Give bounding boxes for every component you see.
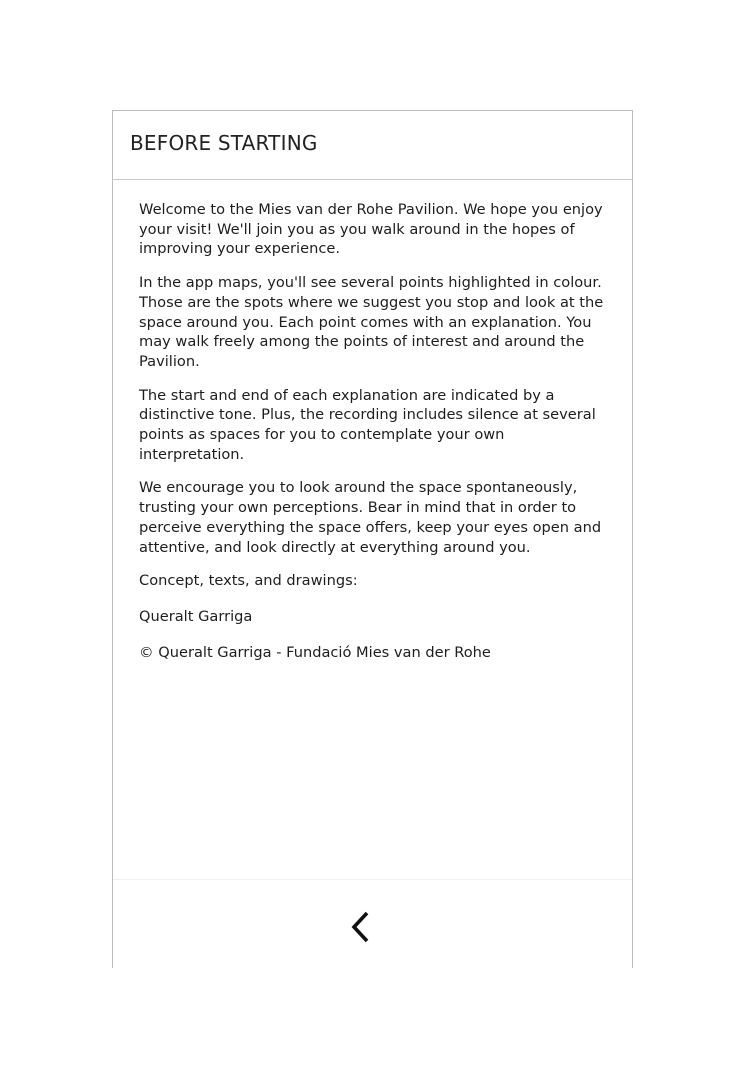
paragraph-maps: In the app maps, you'll see several points highlighted in colour. Those are the spots where we suggest you stop and look at the space around you. Each point comes with an explanation. You may walk freely among the points of interest and around the Pavilion. (139, 274, 604, 370)
paragraph-tones: The start and end of each explanation are indicated by a distinctive tone. Plus, the recording includes silence at several points as spaces for you to contemplate your own interpretation. (139, 386, 596, 463)
copyright-text: © Queralt Garriga - Fundació Mies van der Rohe (139, 643, 491, 661)
chevron-left-icon (349, 910, 375, 944)
footer-nav (113, 879, 632, 969)
credits-label: Concept, texts, and drawings: (139, 572, 358, 590)
intro-content (139, 200, 614, 678)
back-button[interactable] (349, 910, 375, 944)
paragraph-encourage: We encourage you to look around the space spontaneously, trusting your own perceptions. Bear in mind that in order to perceive everything the space offers, keep your eyes open and attentive, and look directly at everything around you. (139, 479, 602, 556)
app-screen (112, 110, 633, 968)
paragraph-welcome: Welcome to the Mies van der Rohe Pavilion. We hope you enjoy your visit! We'll join you as you walk around in the hopes of improving your experience. (139, 201, 603, 258)
header (113, 111, 632, 180)
page-title: BEFORE STARTING (130, 131, 318, 155)
author-name: Queralt Garriga (139, 607, 253, 625)
